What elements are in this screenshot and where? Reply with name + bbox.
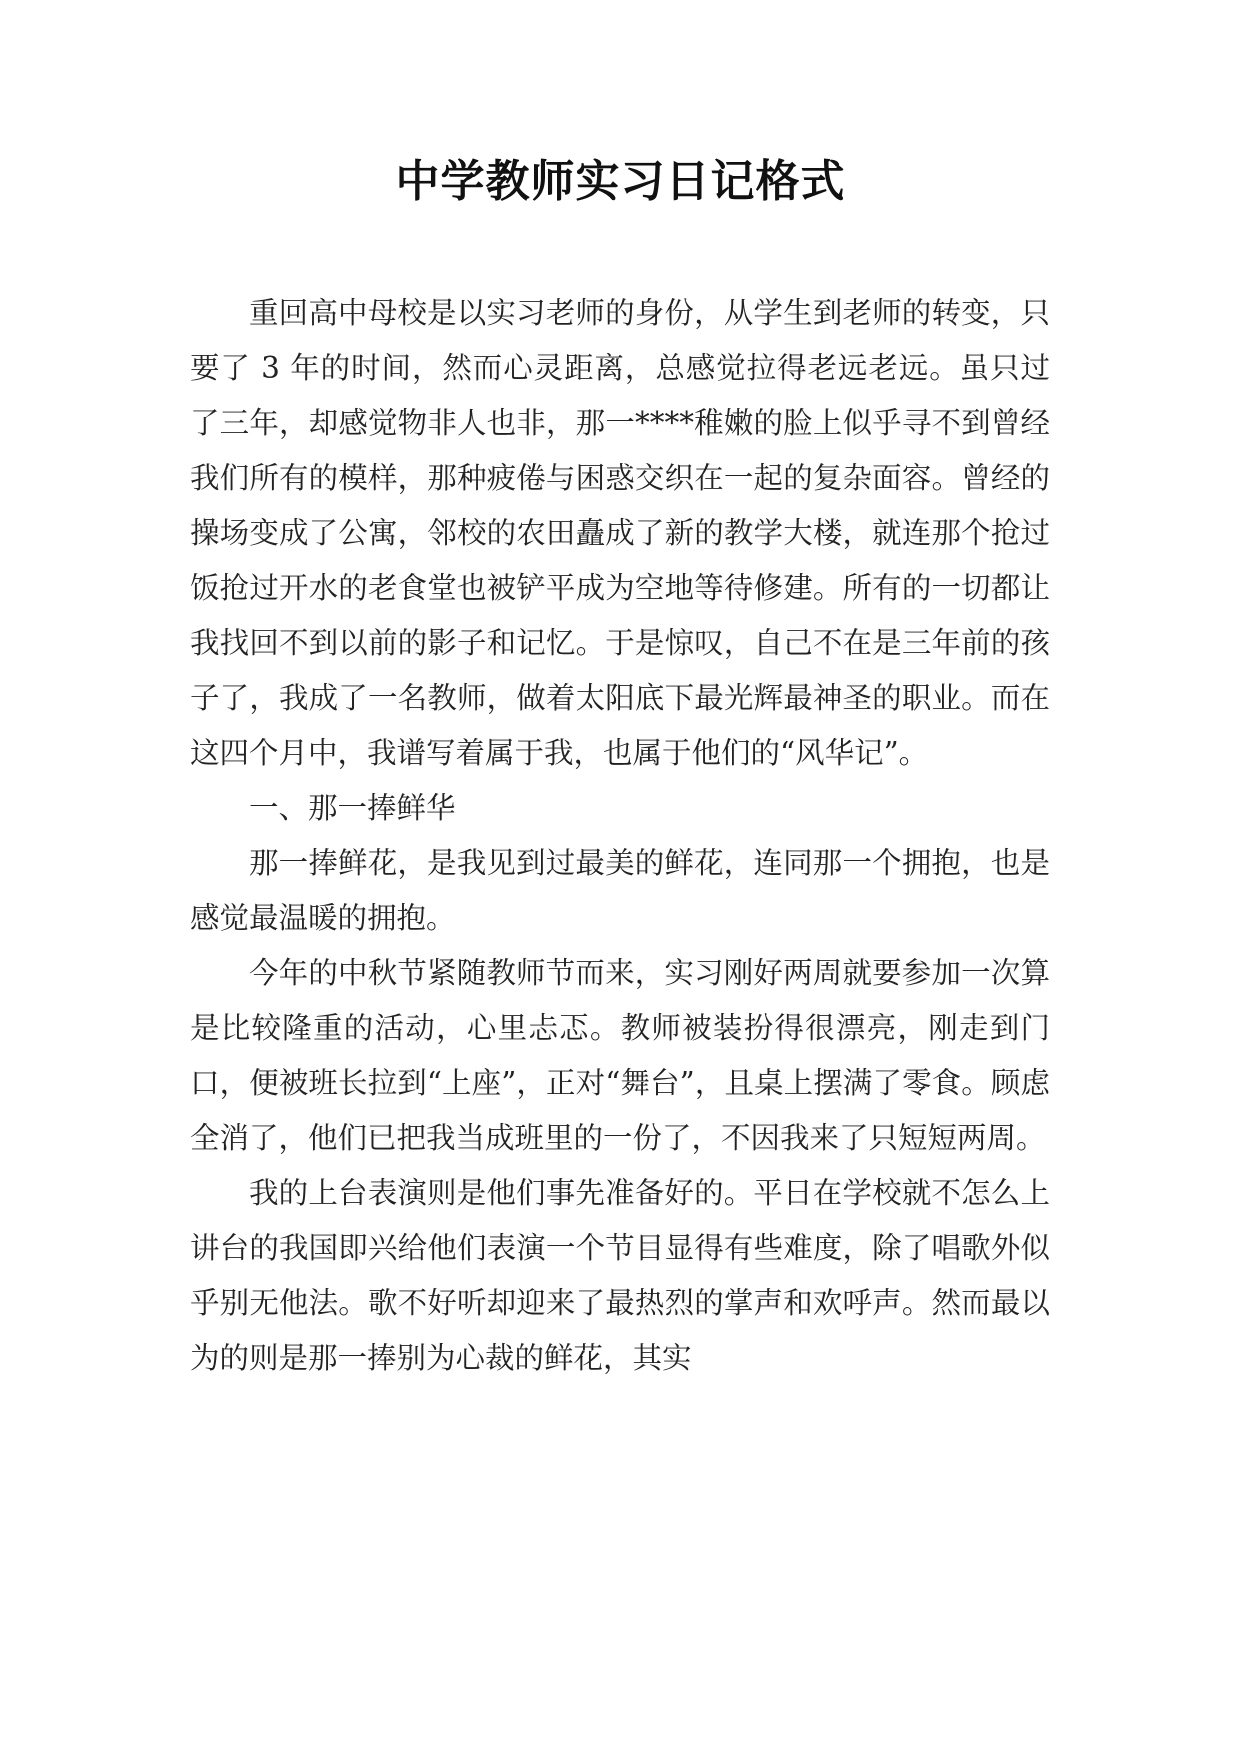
paragraph-intro: 重回高中母校是以实习老师的身份，从学生到老师的转变，只要了 3 年的时间，然而心灵距离，总感觉拉得老远老远。虽只过了三年，却感觉物非人也非，那一****稚嫩的脸上似乎寻不到曾经我们所有的模样，那种疲倦与困惑交织在一起的复杂面容。曾经的操场变成了公寓，邻校的农田矗成了新的教学大楼，就连那个抢过饭抢过开水的老食堂也被铲平成为空地等待修建。所有的一切都让我找回不到以前的影子和记忆。于是惊叹，自己不在是三年前的孩子了，我成了一名教师，做着太阳底下最光辉最神圣的职业。而在这四个月中，我谱写着属于我，也属于他们的“风华记”。 [190,296,1050,770]
document-body [190,286,1050,1386]
paragraph: 那一捧鲜花，是我见到过最美的鲜花，连同那一个拥抱，也是感觉最温暖的拥抱。 [190,846,1050,935]
paragraph: 我的上台表演则是他们事先准备好的。平日在学校就不怎么上讲台的我国即兴给他们表演一个节目显得有些难度，除了唱歌外似乎别无他法。歌不好听却迎来了最热烈的掌声和欢呼声。然而最以为的则是那一捧别为心裁的鲜花，其实 [190,1176,1050,1375]
document-title: 中学教师实习日记格式 [395,156,846,207]
paragraph: 今年的中秋节紧随教师节而来，实习刚好两周就要参加一次算是比较隆重的活动，心里忐忑。教师被装扮得很漂亮，刚走到门口，便被班长拉到“上座”，正对“舞台”，且桌上摆满了零食。顾虑全消了，他们已把我当成班里的一份了，不因我来了只短短两周。 [190,956,1050,1155]
section-heading: 一、那一捧鲜华 [249,791,456,825]
